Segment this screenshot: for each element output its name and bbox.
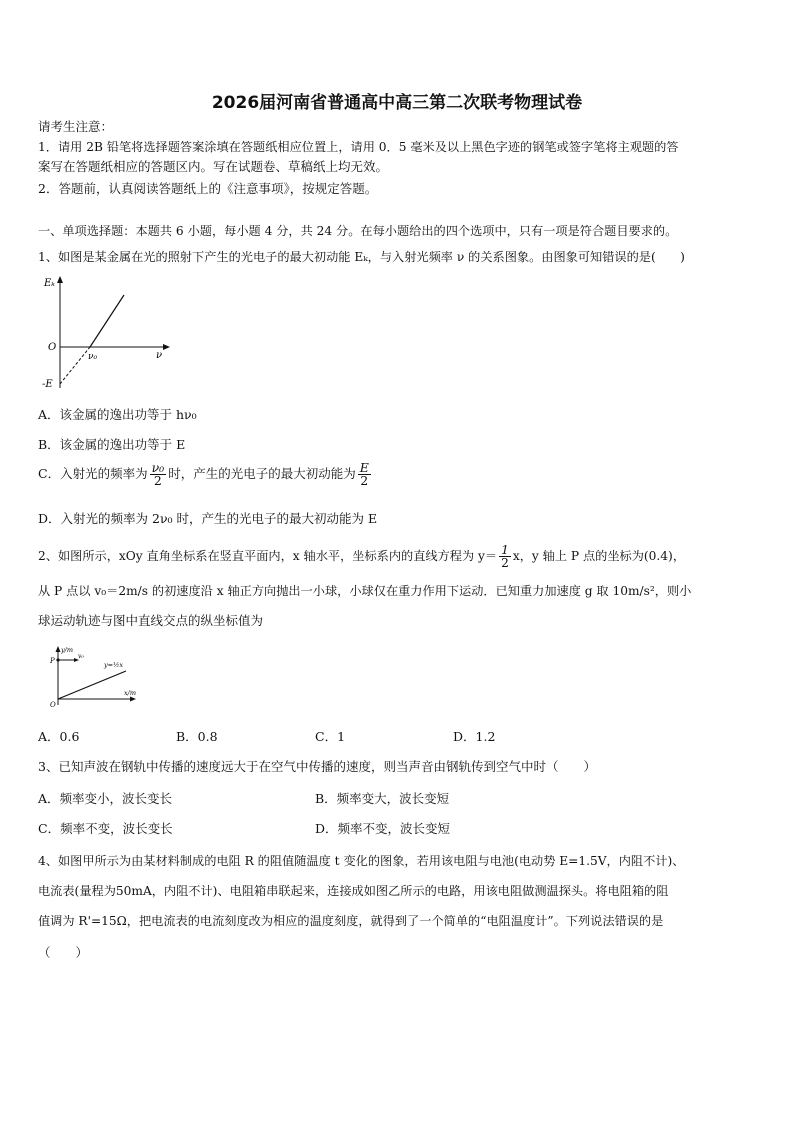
q3-option-a: A．频率变小，波长变长 (38, 791, 173, 806)
notice-item-2: 2．答题前，认真阅读答题纸上的《注意事项》，按规定答题。 (38, 181, 378, 196)
q2-option-b: B．0.8 (176, 729, 218, 744)
q2-frac-den: 2 (501, 556, 509, 570)
q1-option-c-frac1-den: 2 (153, 473, 162, 488)
question-4-line-1: 4、如图甲所示为由某材料制成的电阻 R 的阻值随温度 t 变化的图象，若用该电阻与电池(电动势 E=1.5V，内阻不计)、 (38, 854, 685, 868)
question-4-line-2: 电流表(量程为50mA，内阻不计)、电阻箱串联起来，连接成如图乙所示的电路，用该电阻做测温探头。将电阻箱的阻 (38, 884, 669, 898)
q2-option-a: A．0.6 (38, 729, 80, 744)
q2-diagram-v0: v₀ (78, 653, 84, 660)
q2-line1-prefix: 2、如图所示，xOy 直角坐标系在竖直平面内，x 轴水平，坐标系内的直线方程为 y＝ (38, 549, 498, 563)
question-2-line-1 (38, 544, 685, 569)
q2-option-d: D．1.2 (453, 729, 496, 744)
q2-option-c: C．1 (315, 729, 346, 744)
q1-graph-nu0: ν₀ (88, 352, 98, 362)
exam-title: 2026届河南省普通高中高三第二次联考物理试卷 (211, 93, 583, 113)
q2-frac-num: 1 (501, 543, 509, 557)
q2-diagram-x-label: x/m (124, 689, 137, 697)
q1-option-c-fraction-2 (358, 462, 371, 487)
question-3-stem: 3、已知声波在钢轨中传播的速度远大于在空气中传播的速度，则当声音由钢轨传到空气中时（ ） (38, 759, 596, 774)
section-1-heading: 一、单项选择题：本题共 6 小题，每小题 4 分，共 24 分。在每小题给出的四个选项中，只有一项是符合题目要求的。 (38, 224, 678, 238)
q3-option-c: C．频率不变，波长变长 (38, 821, 173, 836)
q2-diagram-y-label: y/m (61, 646, 74, 654)
q1-option-c-mid: 时，产生的光电子的最大初动能为 (168, 466, 356, 481)
q1-graph-y-label: Eₖ (44, 278, 55, 289)
q1-option-c-prefix: C．入射光的频率为 (38, 466, 148, 481)
q2-line1-suffix: x，y 轴上 P 点的坐标为(0.4)， (512, 549, 686, 563)
q1-option-c (38, 462, 373, 487)
q1-option-c-frac1-num: ν₀ (151, 460, 165, 475)
notice-item-1-line-1: 1．请用 2B 铅笔将选择题答案涂填在答题纸相应位置上，请用 0．5 毫米及以上黑色字迹的钢笔或签字笔将主观题的答 (38, 140, 679, 154)
q1-graph-origin: O (48, 342, 57, 353)
q2-diagram-origin: O (50, 701, 56, 709)
q3-option-b: B．频率变大，波长变短 (315, 791, 450, 806)
q1-option-c-frac2-den: 2 (360, 473, 369, 488)
question-2-line-3: 球运动轨迹与图中直线交点的纵坐标值为 (38, 613, 264, 628)
q2-diagram-point-p: P (50, 657, 55, 665)
question-4-line-3: 值调为 R'=15Ω，把电流表的电流刻度改为相应的温度刻度，就得到了一个简单的“电阻温度计”。下列说法错误的是 (38, 914, 664, 928)
q1-ek-graph (38, 272, 178, 394)
q2-coordinate-diagram (42, 643, 142, 713)
q1-option-c-fraction-1 (150, 462, 167, 487)
q1-graph-minus-e: -E (42, 379, 53, 390)
notice-item-1-line-2: 案写在答题纸相应的答题区内。写在试题卷、草稿纸上均无效。 (38, 159, 389, 174)
question-1-stem: 1、如图是某金属在光的照射下产生的光电子的最大初动能 Eₖ，与入射光频率 ν 的关系图象。由图象可知错误的是( ) (38, 250, 685, 264)
q1-graph-x-label: ν (156, 350, 163, 361)
q1-option-c-frac2-num: E (359, 460, 369, 475)
q2-line1-fraction (499, 544, 511, 569)
question-4-answer-bracket: （ ） (38, 945, 89, 960)
question-2-line-2: 从 P 点以 v₀＝2m/s 的初速度沿 x 轴正方向抛出一小球，小球仅在重力作用下运动．已知重力加速度 g 取 10m/s²，则小 (38, 584, 692, 598)
q1-option-a: A．该金属的逸出功等于 hν₀ (38, 407, 197, 422)
q3-option-d: D．频率不变，波长变短 (315, 821, 451, 836)
q2-diagram-line-label: y=½x (104, 661, 124, 669)
notice-heading: 请考生注意： (38, 119, 114, 134)
q1-option-b: B．该金属的逸出功等于 E (38, 437, 186, 452)
q1-option-d: D．入射光的频率为 2ν₀ 时，产生的光电子的最大初动能为 E (38, 511, 378, 526)
